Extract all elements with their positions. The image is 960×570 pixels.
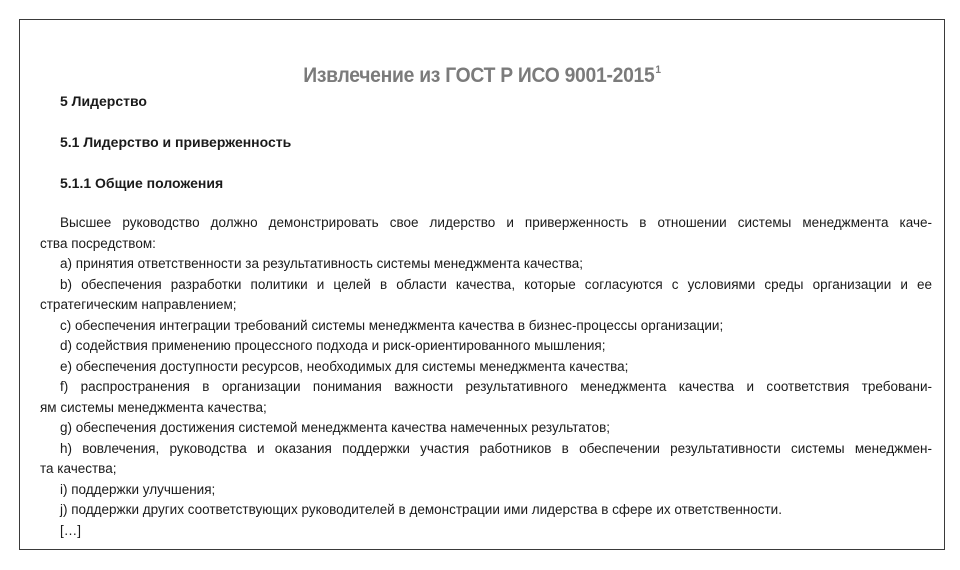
list-item-i: i) поддержки улучшения; bbox=[60, 481, 216, 497]
list-item-c: с) обеспечения интеграции требований системы менеджмента качества в бизнес-процессы организации; bbox=[60, 317, 724, 333]
list-item-f-line-1: f) распространения в организации понимания важности результативного менеджмента качества и соответствия требовани- bbox=[60, 379, 932, 394]
intro-line-2: ства посредством: bbox=[40, 235, 156, 251]
list-item-b-line-1: b) обеспечения разработки политики и целей в области качества, которые согласуются с условиями среды организации и ее bbox=[60, 276, 932, 292]
list-item-e: е) обеспечения доступности ресурсов, необходимых для системы менеджмента качества; bbox=[60, 358, 629, 374]
list-item-h-line-1: h) вовлечения, руководства и оказания поддержки участия работников в обеспечении результативности системы менеджмен- bbox=[60, 440, 932, 456]
intro-line-1: Высшее руководство должно демонстрировать свое лидерство и приверженность в отношении системы менеджмента каче- bbox=[60, 215, 932, 230]
list-item-a: а) принятия ответственности за результативность системы менеджмента качества; bbox=[60, 256, 583, 271]
list-item-b-line-2: стратегическим направлением; bbox=[40, 297, 237, 312]
document-title bbox=[57, 64, 907, 88]
list-item-f-line-2: ям системы менеджмента качества; bbox=[40, 399, 267, 415]
list-item-h-line-2: та качества; bbox=[40, 461, 117, 476]
list-item-d: d) содействия применению процессного подхода и риск-ориентированного мышления; bbox=[60, 338, 606, 353]
heading-5-1: 5.1 Лидерство и приверженность bbox=[60, 134, 292, 150]
section-body bbox=[40, 213, 932, 541]
title-text: Извлечение из ГОСТ Р ИСО 9001-2015 bbox=[303, 64, 655, 87]
ellipsis: […] bbox=[60, 522, 82, 538]
heading-5: 5 Лидерство bbox=[60, 93, 147, 109]
list-item-g: g) обеспечения достижения системой менеджмента качества намеченных результатов; bbox=[60, 420, 610, 435]
document-frame bbox=[19, 19, 945, 550]
title-footnote-mark: 1 bbox=[655, 64, 661, 76]
heading-5-1-1: 5.1.1 Общие положения bbox=[60, 175, 224, 191]
list-item-j: j) поддержки других соответствующих руководителей в демонстрации ими лидерства в сфере их ответственности. bbox=[60, 502, 782, 517]
